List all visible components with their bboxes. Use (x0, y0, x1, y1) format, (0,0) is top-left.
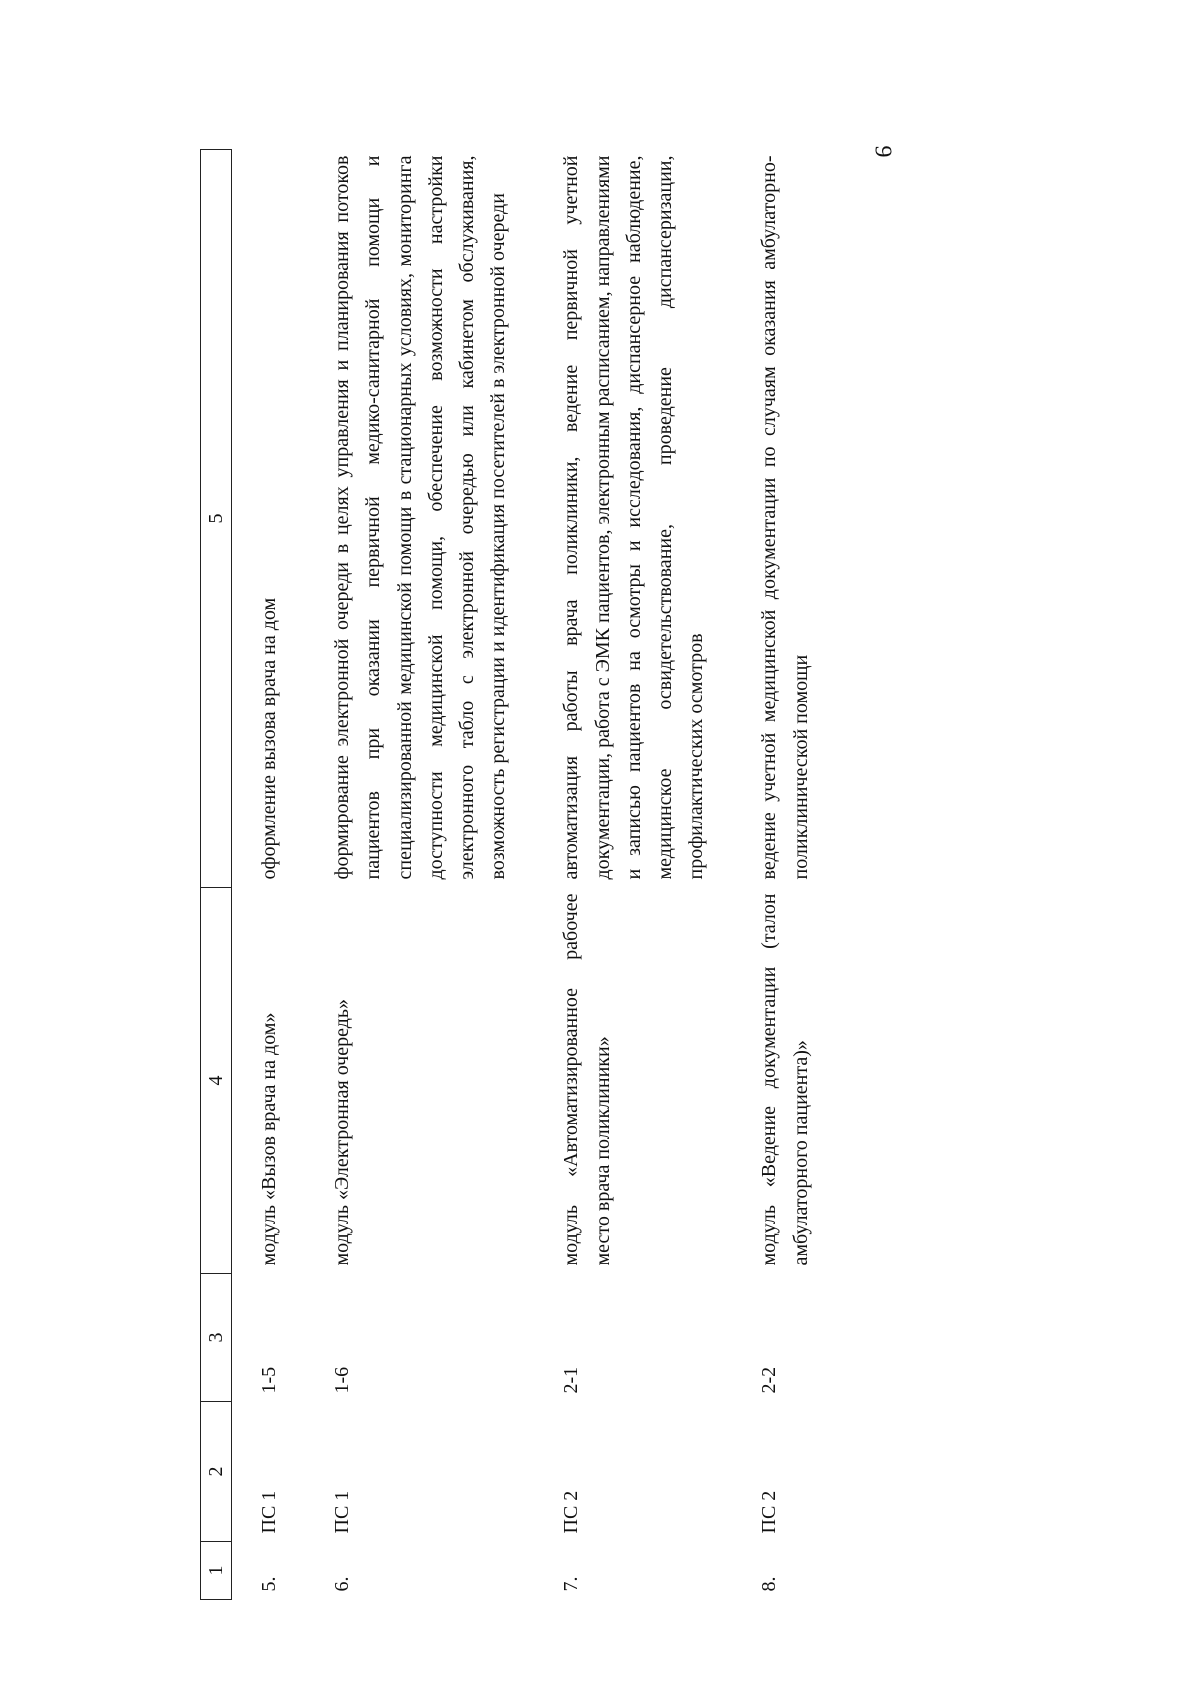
row-module: модуль «Автоматизированное рабочее место врача поликлиники» (560, 893, 614, 1266)
row-description: автоматизация работы врача поликлиники, ведение первичной учетной документации, работа с ЭМК пациентов, электронным расписанием, направлениями и записью пациентов на осмотры и исследования, диспансерное наблюдение, медицинское освидетельствование, проведение диспансеризации, профилактических осмотров (560, 155, 708, 880)
row-description: формирование электронной очереди в целях управления и планирования потоков пациентов при оказании первичной медико-санитарной помощи и специализированной медицинской помощи в стационарных условиях, мониторинга доступности медицинской помощи, обеспечение возможности настройки электронного табло с электронной очередью или кабинетом обслуживания, возможность регистрации и идентификация посетителей в электронной очереди (331, 155, 510, 880)
table-row (526, 150, 724, 1600)
table-row (724, 150, 828, 1600)
row-system: ПС 1 (258, 1490, 280, 1534)
row-description: оформление вызова врача на дом (258, 597, 280, 880)
row-module: модуль «Ведение документации (талон амбулаторного пациента)» (758, 893, 812, 1266)
modules-table (200, 149, 829, 1600)
rotated-table-container (200, 150, 940, 1600)
row-module: модуль «Электронная очередь» (331, 998, 354, 1266)
column-number: 5 (201, 150, 232, 888)
row-module: модуль «Вызов врача на дом» (258, 1012, 280, 1266)
table-row (232, 150, 298, 1600)
row-description: ведение учетной медицинской документации по случаям оказания амбулаторно-поликлинической помощи (758, 155, 812, 880)
row-system: ПС 2 (560, 1490, 583, 1534)
column-number-row (201, 150, 232, 1600)
column-number: 4 (201, 888, 232, 1274)
row-code: 2-1 (560, 1366, 583, 1394)
row-code: 1-5 (258, 1366, 280, 1394)
row-number: 6. (331, 1576, 354, 1592)
row-number: 7. (560, 1576, 583, 1592)
column-number: 3 (201, 1274, 232, 1402)
table-row (297, 150, 526, 1600)
page-number: 9 (869, 145, 896, 158)
row-number: 8. (758, 1576, 781, 1592)
column-number: 2 (201, 1402, 232, 1542)
column-number: 1 (201, 1542, 232, 1600)
row-system: ПС 1 (331, 1490, 354, 1534)
row-system: ПС 2 (758, 1490, 781, 1534)
row-code: 2-2 (758, 1366, 781, 1394)
row-code: 1-6 (331, 1366, 354, 1394)
row-number: 5. (258, 1576, 280, 1592)
